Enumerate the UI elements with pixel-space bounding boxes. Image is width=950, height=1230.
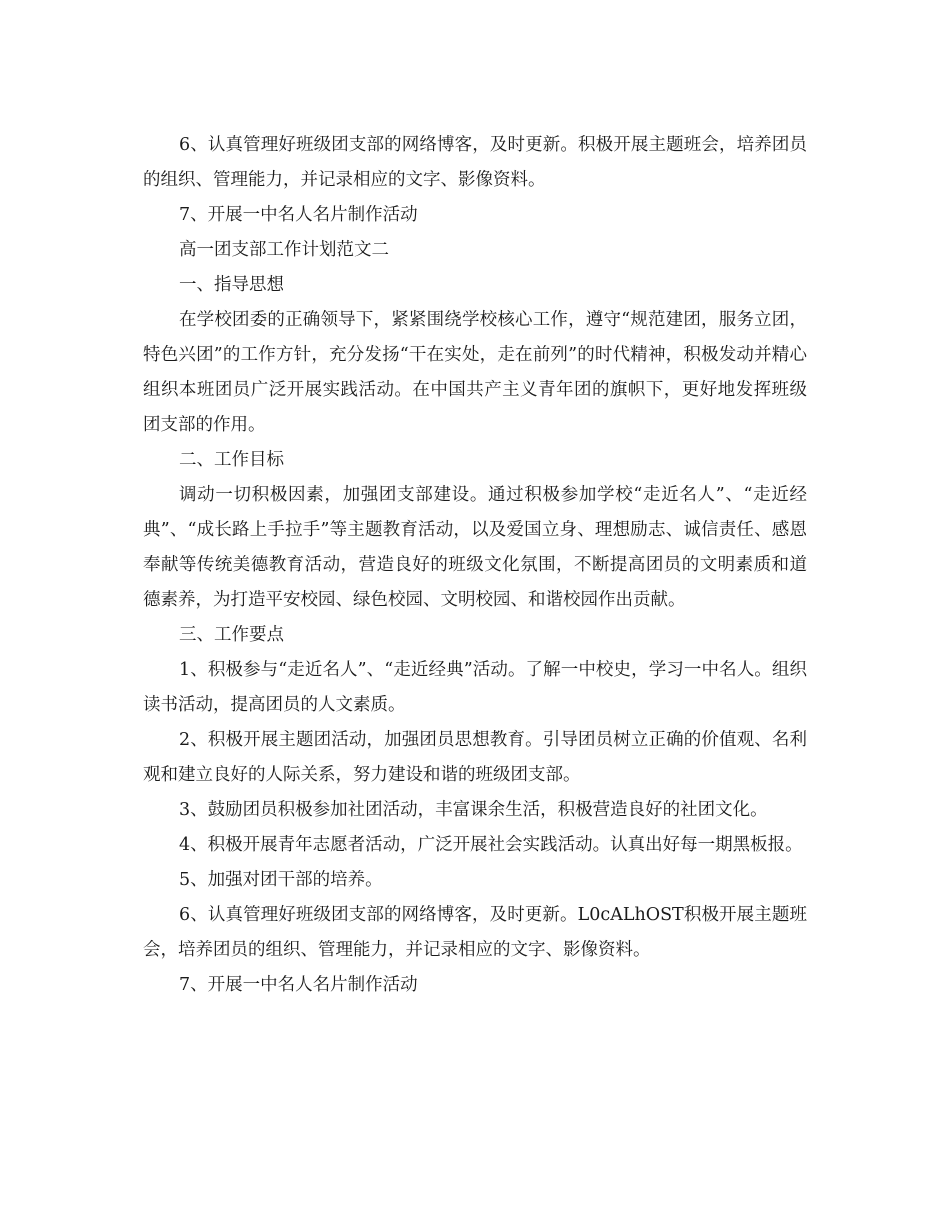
section-heading: 二、工作目标	[179, 450, 284, 470]
list-item: 2、积极开展主题团活动，加强团员思想教育。引导团员树立正确的价值观、名利观和建立良好的人际关系，努力建设和谐的班级团支部。	[143, 730, 807, 785]
list-item: 4、积极开展青年志愿者活动，广泛开展社会实践活动。认真出好每一期黑板报。	[179, 835, 803, 855]
list-item: 3、鼓励团员积极参加社团活动，丰富课余生活，积极营造良好的社团文化。	[179, 800, 768, 820]
section-heading: 一、指导思想	[179, 275, 284, 295]
list-item: 7、开展一中名人名片制作活动	[179, 975, 418, 995]
section-title: 高一团支部工作计划范文二	[179, 240, 389, 260]
paragraph: 6、认真管理好班级团支部的网络博客，及时更新。积极开展主题班会，培养团员的组织、管理能力，并记录相应的文字、影像资料。	[143, 135, 807, 190]
paragraph: 7、开展一中名人名片制作活动	[179, 205, 418, 225]
list-item: 6、认真管理好班级团支部的网络博客，及时更新。L0cALhOST积极开展主题班会，培养团员的组织、管理能力，并记录相应的文字、影像资料。	[143, 905, 807, 960]
paragraph: 在学校团委的正确领导下，紧紧围绕学校核心工作，遵守“规范建团，服务立团，特色兴团”的工作方针，充分发扬“干在实处，走在前列”的时代精神，积极发动并精心组织本班团员广泛开展实践活动。在中国共产主义青年团的旗帜下，更好地发挥班级团支部的作用。	[143, 310, 807, 435]
document-body	[143, 128, 807, 1003]
paragraph: 调动一切积极因素，加强团支部建设。通过积极参加学校“走近名人”、“走近经典”、“成长路上手拉手”等主题教育活动，以及爱国立身、理想励志、诚信责任、感恩奉献等传统美德教育活动，营造良好的班级文化氛围，不断提高团员的文明素质和道德素养，为打造平安校园、绿色校园、文明校园、和谐校园作出贡献。	[143, 485, 807, 610]
list-item: 1、积极参与“走近名人”、“走近经典”活动。了解一中校史，学习一中名人。组织读书活动，提高团员的人文素质。	[143, 660, 807, 715]
list-item: 5、加强对团干部的培养。	[179, 870, 383, 890]
section-heading: 三、工作要点	[179, 625, 284, 645]
